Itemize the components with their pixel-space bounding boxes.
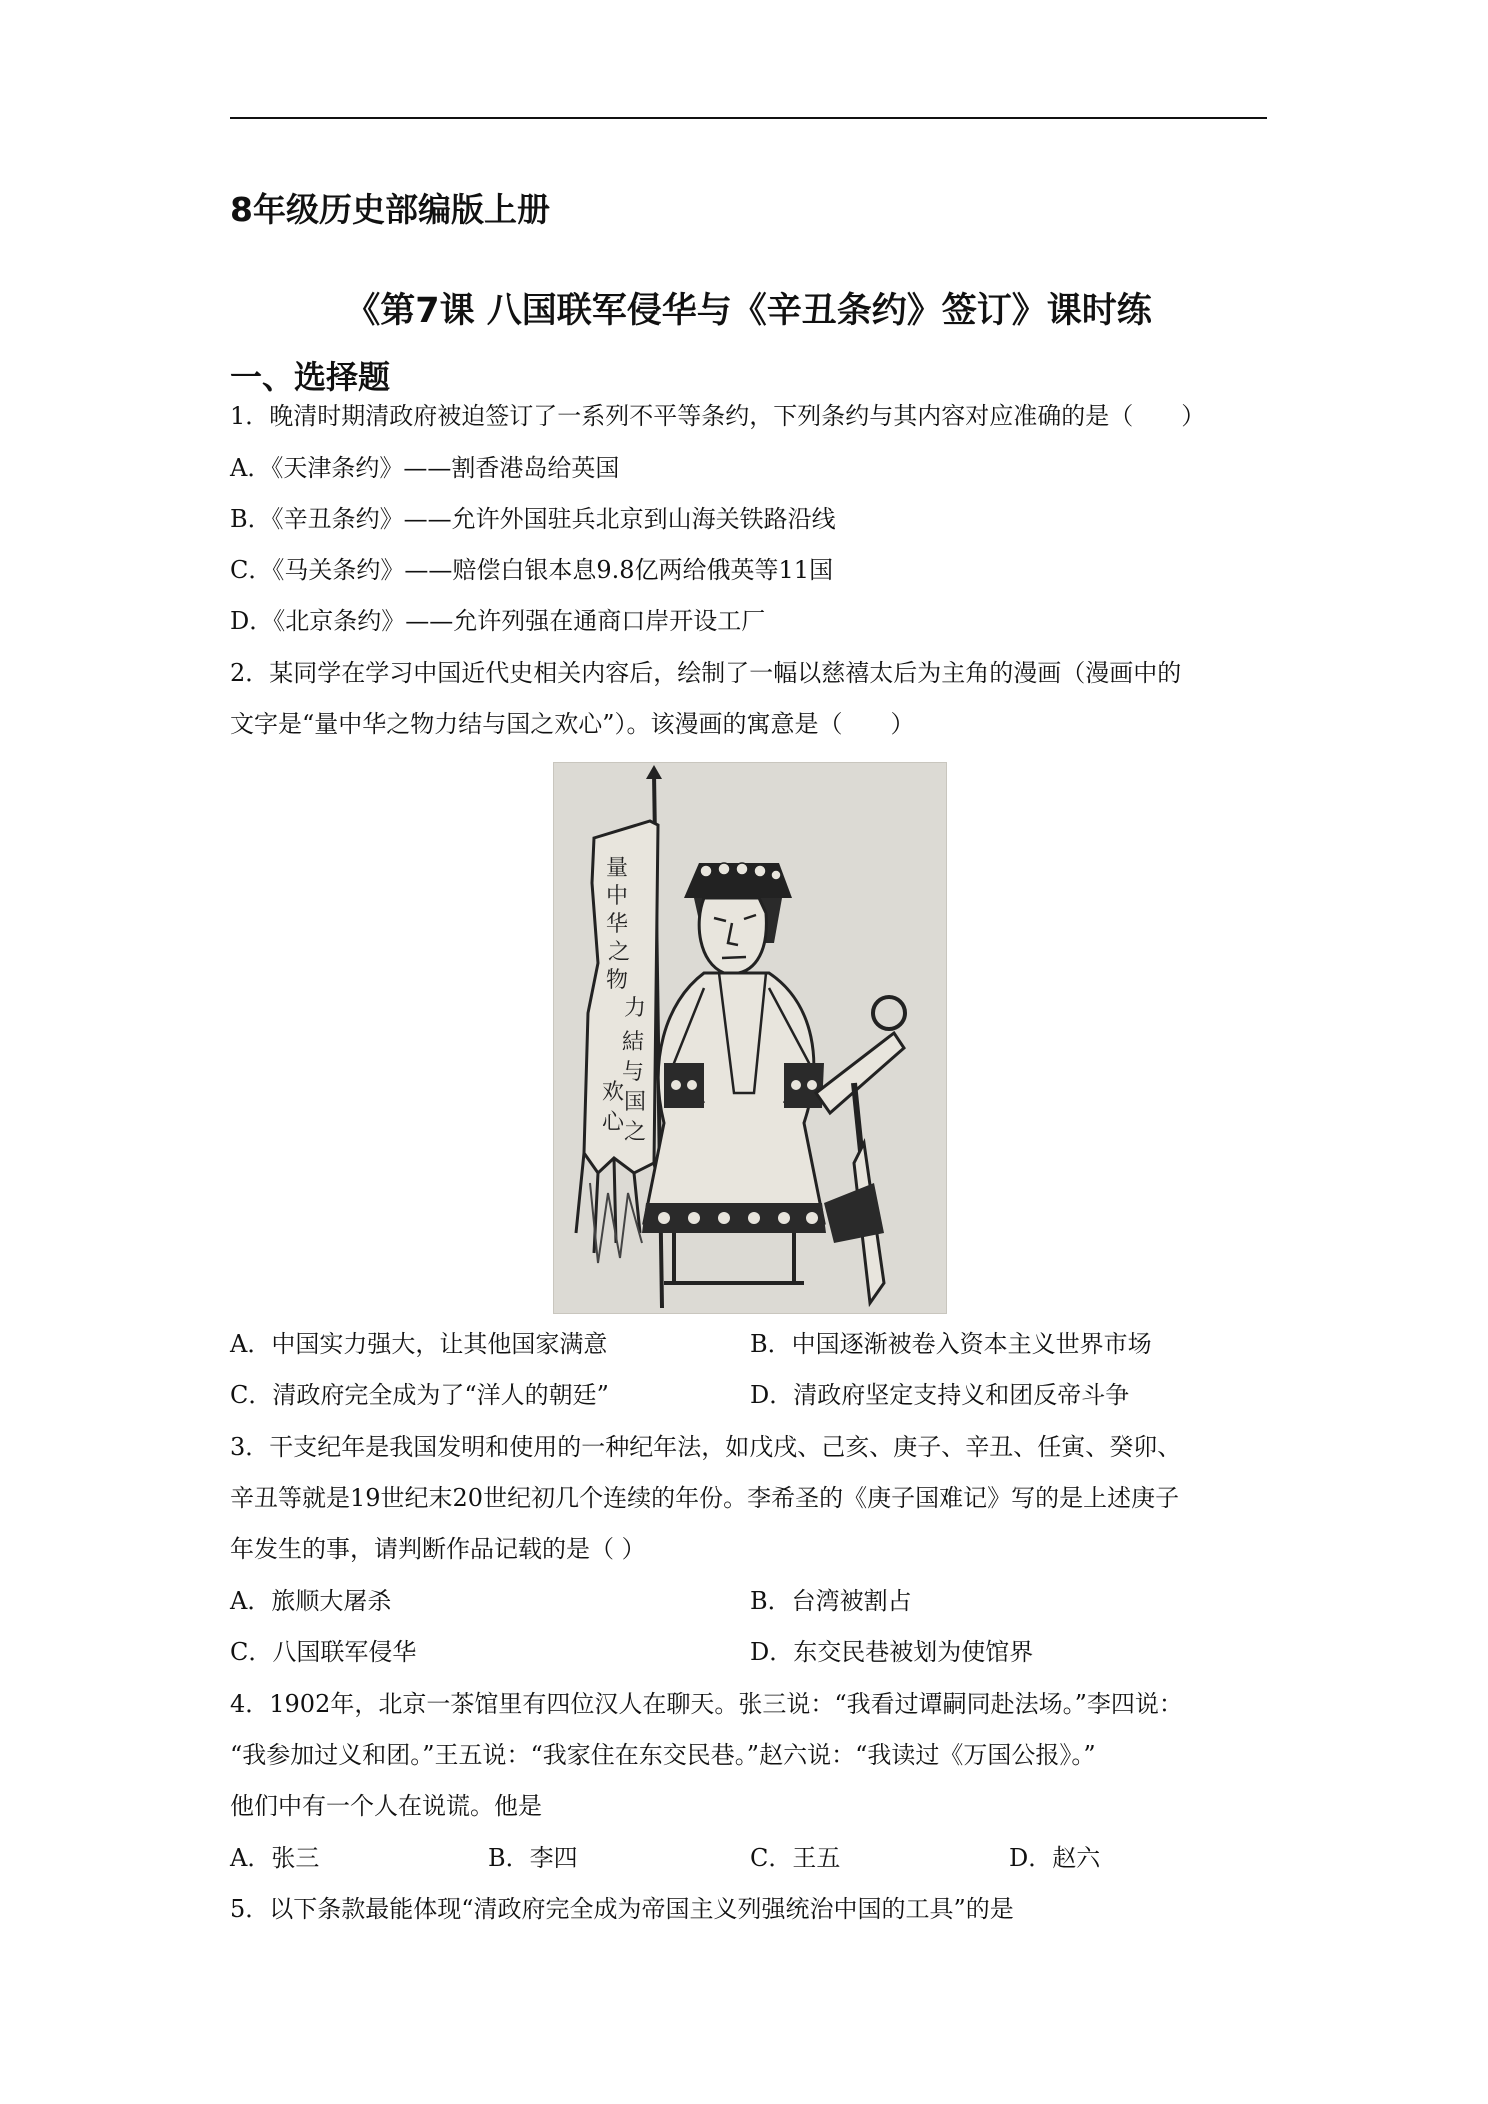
- question-4-option-b: B．李四: [488, 1844, 578, 1872]
- question-5-stem: 5．以下条款最能体现“清政府完全成为帝国主义列强统治中国的工具”的是: [230, 1895, 1014, 1923]
- question-3-stem-line-1: 3．干支纪年是我国发明和使用的一种纪年法，如戊戌、己亥、庚子、辛丑、任寅、癸卯、: [230, 1433, 1182, 1461]
- question-2-option-d: D．清政府坚定支持义和团反帝斗争: [750, 1381, 1130, 1409]
- banner-char: 华: [606, 912, 629, 937]
- question-4-option-a: A．张三: [230, 1844, 320, 1872]
- question-2-stem-line-2: 文字是“量中华之物力结与国之欢心”）。该漫画的寓意是（ ）: [230, 710, 915, 738]
- question-3-stem-line-2: 辛丑等就是19世纪末20世纪初几个连续的年份。李希圣的《庚子国难记》写的是上述庚子: [230, 1484, 1180, 1512]
- question-4-stem-line-2: “我参加过义和团。”王五说：“我家住在东交民巷。”赵六说：“我读过《万国公报》。”: [230, 1741, 1096, 1769]
- section-title: 一、选择题: [230, 358, 391, 396]
- header-rule: [230, 117, 1267, 119]
- question-3-option-d: D．东交民巷被划为使馆界: [750, 1638, 1034, 1666]
- question-4-stem-line-1: 4．1902年，北京一茶馆里有四位汉人在聊天。张三说：“我看过谭嗣同赴法场。”李四说：: [230, 1690, 1183, 1718]
- question-1-option-b: B．《辛丑条约》——允许外国驻兵北京到山海关铁路沿线: [230, 505, 836, 533]
- banner-char: 之: [608, 940, 631, 965]
- banner-char: 欢: [602, 1080, 625, 1105]
- question-2-stem-line-1: 2．某同学在学习中国近代史相关内容后，绘制了一幅以慈禧太后为主角的漫画（漫画中的: [230, 659, 1182, 687]
- question-3-option-c: C．八国联军侵华: [230, 1638, 417, 1666]
- question-3-option-b: B．台湾被割占: [750, 1587, 912, 1615]
- banner-char: 中: [606, 884, 629, 909]
- question-1-option-a: A．《天津条约》——割香港岛给英国: [230, 454, 620, 482]
- cixi-cartoon-image: [553, 762, 947, 1314]
- question-2-option-c: C．清政府完全成为了“洋人的朝廷”: [230, 1381, 609, 1409]
- banner-char: 力: [624, 996, 647, 1021]
- question-4-option-c: C．王五: [750, 1844, 841, 1872]
- banner-char: 之: [624, 1120, 647, 1145]
- question-2-option-a: A．中国实力强大，让其他国家满意: [230, 1330, 608, 1358]
- banner-char: 量: [606, 856, 629, 881]
- sword: [816, 1033, 904, 1113]
- grade-title: 8年级历史部编版上册: [230, 190, 550, 229]
- question-4-option-d: D．赵六: [1009, 1844, 1101, 1872]
- question-1-option-d: D．《北京条约》——允许列强在通商口岸开设工厂: [230, 607, 766, 635]
- face: [699, 898, 766, 974]
- question-3-option-a: A．旅顺大屠杀: [230, 1587, 392, 1615]
- banner-char: 物: [606, 968, 629, 993]
- banner-char: 与: [622, 1060, 645, 1085]
- banner-char: 国: [624, 1090, 647, 1115]
- banner-char: 心: [602, 1110, 625, 1135]
- question-1-option-c: C．《马关条约》——赔偿白银本息9.8亿两给俄英等11国: [230, 556, 834, 584]
- question-3-stem-line-3: 年发生的事，请判断作品记载的是（ ）: [230, 1535, 646, 1563]
- banner-char: 結: [622, 1030, 645, 1055]
- question-4-stem-line-3: 他们中有一个人在说谎。他是: [230, 1792, 542, 1820]
- lesson-title: 《第7课 八国联军侵华与《辛丑条约》签订》课时练: [345, 291, 1152, 331]
- question-2-option-b: B．中国逐渐被卷入资本主义世界市场: [750, 1330, 1152, 1358]
- question-1-stem: 1．晚清时期清政府被迫签订了一系列不平等条约，下列条约与其内容对应准确的是（ ）: [230, 402, 1206, 430]
